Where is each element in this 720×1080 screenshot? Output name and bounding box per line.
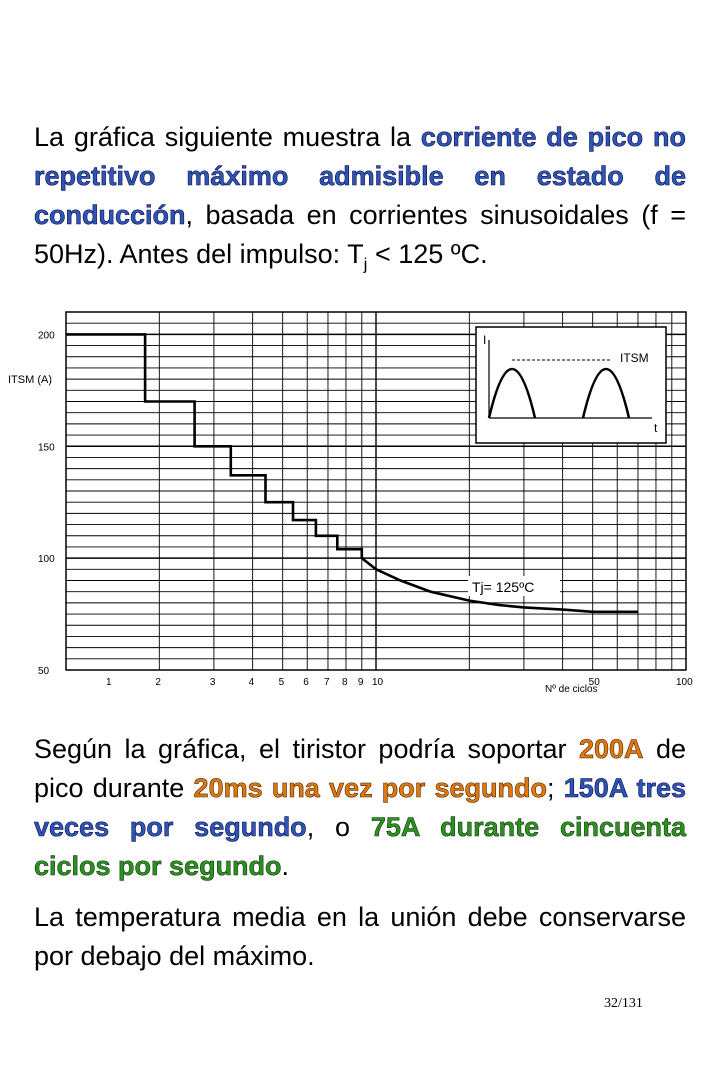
- inset-waveform: [476, 327, 666, 443]
- note-paragraph: La temperatura media en la unión debe conservarse por debajo del máximo.: [34, 902, 686, 971]
- x-tick-label: 1: [106, 677, 112, 688]
- inset-peak-label: ITSM: [620, 351, 649, 365]
- x-axis-label: Nº de ciclos: [545, 684, 598, 695]
- x-tick-label: 100: [676, 677, 693, 688]
- x-tick-label: 6: [303, 677, 309, 688]
- conclusion-paragraph: Según la gráfica, el tiristor podría soportar 200A de pico durante 20ms una vez por segundo; 150A tres veces por segundo, o 75A durante cincuenta ciclos por segundo.: [34, 734, 686, 881]
- subscript-j: j: [363, 254, 368, 274]
- x-tick-label: 10: [372, 677, 384, 688]
- y-axis-label: ITSM (A): [8, 374, 52, 386]
- inset-x-axis-label: t: [654, 421, 658, 435]
- inset-y-axis-label: I: [483, 333, 487, 347]
- highlight-150a: 150A tres veces por segundo: [34, 773, 686, 842]
- x-tick-label: 4: [248, 677, 255, 688]
- y-tick-label: 50: [38, 666, 50, 677]
- x-tick-label: 3: [209, 677, 216, 688]
- page-number: 32/131: [604, 996, 643, 1011]
- x-tick-label: 7: [323, 677, 330, 688]
- y-tick-label: 200: [38, 330, 55, 342]
- y-tick-label: 100: [38, 554, 55, 566]
- x-tick-label: 50: [588, 677, 600, 688]
- tj-annotation: Tj= 125ºC: [472, 579, 535, 595]
- itsm-chart: [0, 300, 720, 700]
- y-tick-label: 150: [38, 442, 55, 454]
- x-tick-label: 2: [155, 677, 161, 688]
- highlight-20ms: 20ms una vez por segundo: [193, 773, 547, 803]
- highlight-200a: 200A: [578, 734, 644, 764]
- highlight-itsm-definition: corriente de pico no repetitivo máximo admisible en estado de conducción: [34, 122, 686, 230]
- x-tick-label: 8: [341, 677, 348, 688]
- x-tick-label: 9: [357, 677, 364, 688]
- highlight-75a: 75A durante cincuenta ciclos por segundo: [34, 812, 686, 881]
- x-tick-label: 5: [278, 677, 285, 688]
- intro-paragraph: La gráfica siguiente muestra la corriente de pico no repetitivo máximo admisible en estado de conducción, basada en corrientes sinusoidales (f = 50Hz). Antes del impulso: $T_j < 125$ ºC.: [34, 122, 686, 274]
